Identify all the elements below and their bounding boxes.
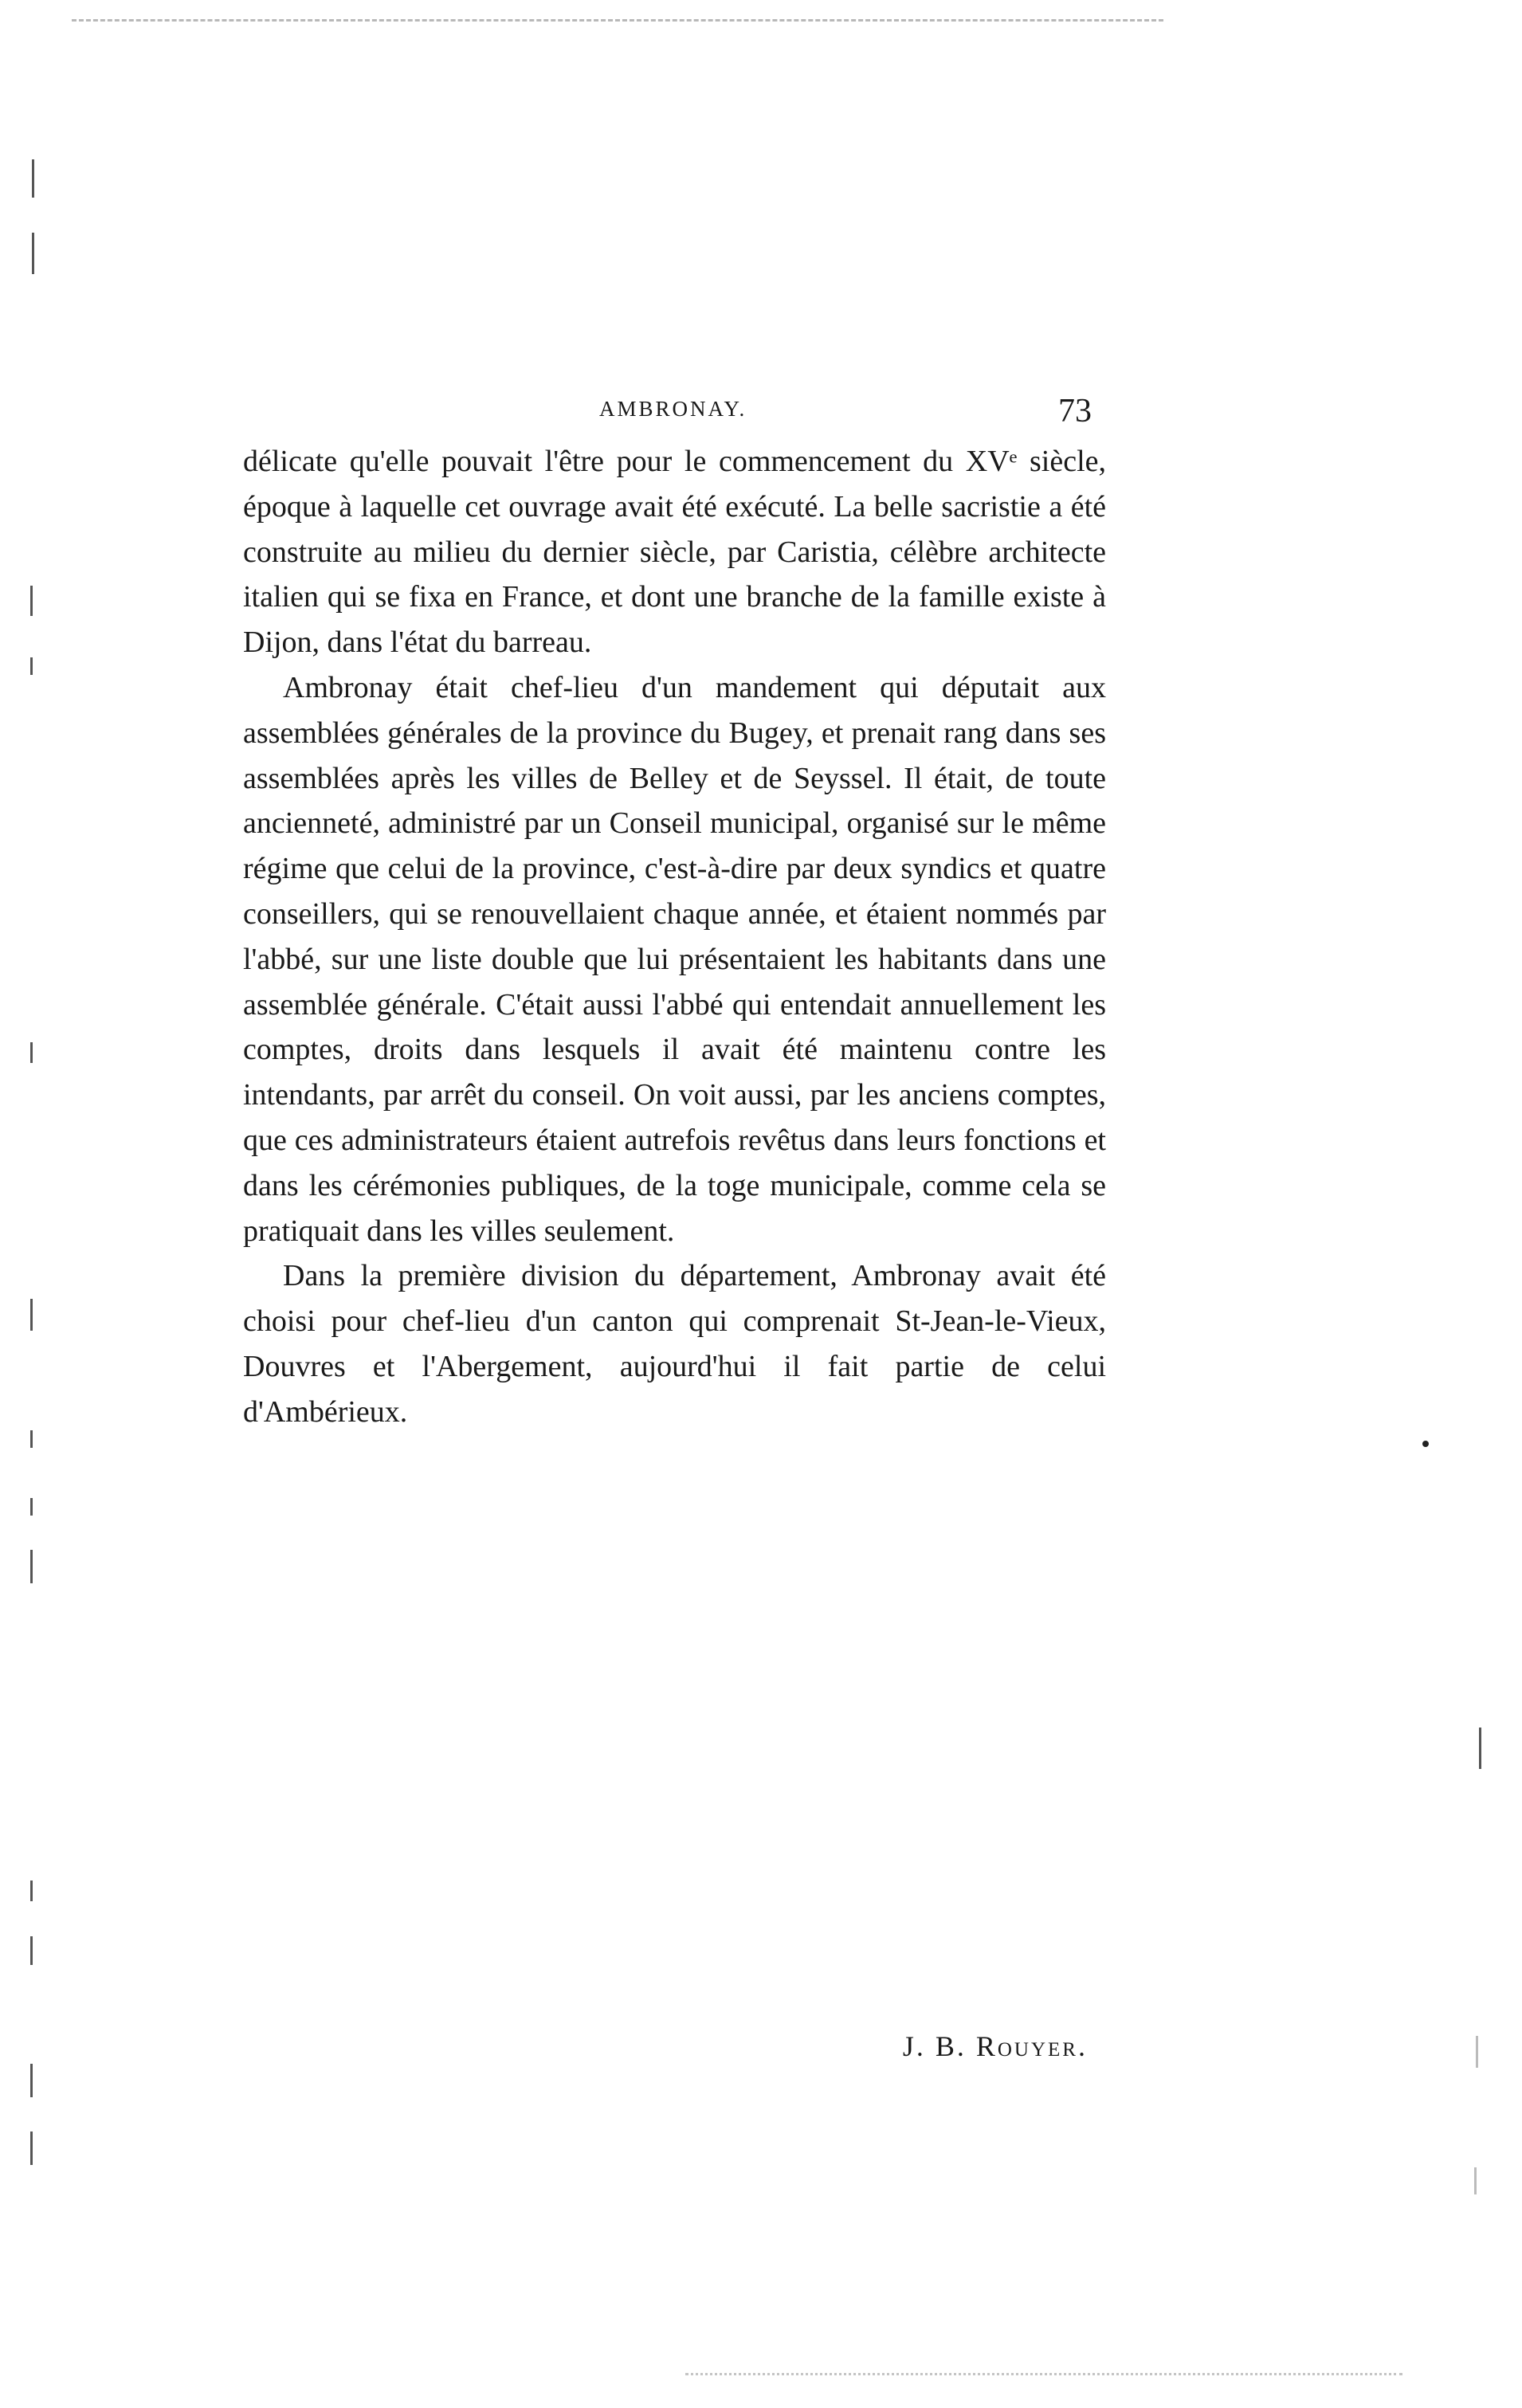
margin-mark: [32, 233, 34, 274]
margin-mark: [30, 1498, 33, 1516]
author-signature: J. B. Rouyer.: [902, 2030, 1088, 2062]
margin-mark: [30, 586, 33, 616]
ink-speck: [1422, 1441, 1429, 1447]
margin-mark: [1474, 2167, 1477, 2194]
paragraph: Ambronay était chef-lieu d'un mandement qui députait aux assemblées générales de la province du Bugey, et prenait rang dans ses assemblées après les villes de Belley et de Seyssel. Il était, de toute ancienneté, administré par un Conseil municipal, organisé sur le même régime que celui de la province, c'est-à-dire par deux syndics et quatre conseillers, qui se renouvellaient chaque année, et étaient nommés par l'abbé, sur une liste double que lui présentaient les habitants dans une assemblée générale. C'était aussi l'abbé qui entendait annuellement les comptes, droits dans lesquels il avait été maintenu contre les intendants, par arrêt du conseil. On voit aussi, par les anciens comptes, que ces administrateurs étaient autrefois revêtus dans leurs fonctions et dans les cérémonies publiques, de la toge municipale, comme cela se pratiquait dans les villes seulement.: [243, 670, 1106, 1248]
margin-mark: [30, 2064, 33, 2097]
margin-mark: [30, 1936, 33, 1965]
margin-mark: [32, 159, 34, 198]
margin-mark: [30, 2132, 33, 2165]
margin-mark: [1479, 1728, 1481, 1769]
margin-mark: [30, 1299, 33, 1331]
running-header: [0, 392, 1522, 440]
scan-edge-bottom: [685, 2373, 1402, 2375]
margin-mark: [30, 657, 33, 675]
body-text: [243, 439, 1106, 2062]
margin-mark: [30, 1550, 33, 1583]
margin-mark: [30, 1430, 33, 1448]
margin-mark: [30, 1042, 33, 1063]
paragraph: délicate qu'elle pouvait l'être pour le commencement du XVᵉ siècle, époque à laquelle cet ouvrage avait été exécuté. La belle sacristie a été construite au milieu du dernier siècle, par Caristia, célèbre architecte italien qui se fixa en France, et dont une branche de la famille existe à Dijon, dans l'état du barreau.: [243, 445, 1106, 660]
page-number: 73: [1058, 393, 1092, 429]
margin-mark: [1476, 2036, 1478, 2068]
scan-edge-top: [72, 19, 1163, 22]
margin-mark: [30, 1881, 33, 1901]
running-title: AMBRONAY.: [599, 397, 747, 421]
paragraph: Dans la première division du département, Ambronay avait été choisi pour chef-lieu d'un canton qui comprenait St-Jean-le-Vieux, Douvres et l'Abergement, aujourd'hui il fait partie de celui d'Ambérieux.: [243, 1259, 1106, 1429]
